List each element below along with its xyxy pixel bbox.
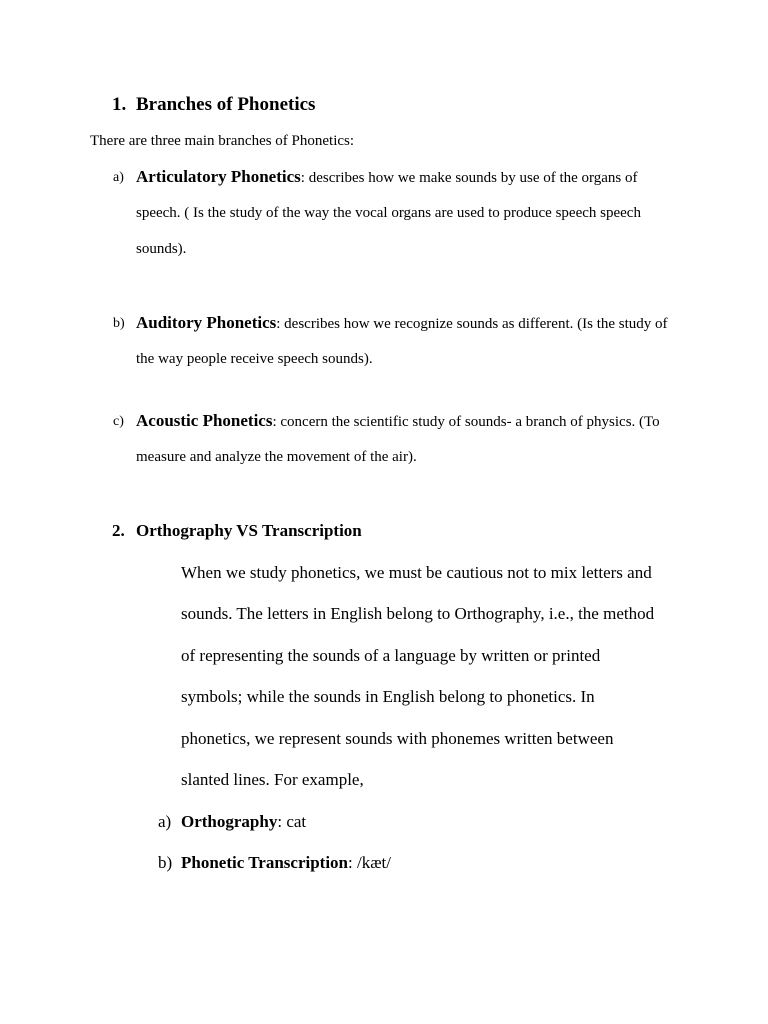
articulatory-desc-1: : describes how we make sounds by use of the organs of <box>300 170 638 186</box>
example-marker-b: b) <box>158 853 173 872</box>
orthography-value: : cat <box>277 812 307 831</box>
paragraph-line-6: slanted lines. For example, <box>181 770 364 789</box>
auditory-desc-2: the way people receive speech sounds). <box>136 351 373 367</box>
section-1-intro: There are three main branches of Phonetics: <box>90 133 355 149</box>
term-orthography: Orthography <box>181 812 278 831</box>
paragraph-line-3: of representing the sounds of a language by written or printed <box>181 646 601 665</box>
section-1-title: Branches of Phonetics <box>136 94 316 115</box>
paragraph-line-4: symbols; while the sounds in English belong to phonetics. In <box>181 687 595 706</box>
example-marker-a: a) <box>158 812 172 831</box>
list-item-acoustic-line-1 <box>136 411 660 431</box>
articulatory-desc-2: speech. ( Is the study of the way the vocal organs are used to produce speech speech <box>136 205 641 221</box>
auditory-desc-1: : describes how we recognize sounds as different. (Is the study of <box>276 316 668 332</box>
section-2-title: Orthography VS Transcription <box>136 521 362 540</box>
term-phonetic-transcription: Phonetic Transcription <box>181 853 349 872</box>
list-marker-b: b) <box>113 316 125 331</box>
term-acoustic-phonetics: Acoustic Phonetics <box>136 411 273 430</box>
list-marker-c: c) <box>113 414 124 429</box>
section-1-number: 1. <box>112 94 127 115</box>
section-1-heading <box>112 94 126 116</box>
paragraph-line-1: When we study phonetics, we must be cautious not to mix letters and <box>181 563 652 582</box>
phonetic-transcription-value: : /kæt/ <box>348 853 391 872</box>
term-articulatory-phonetics: Articulatory Phonetics <box>136 167 301 186</box>
paragraph-line-5: phonetics, we represent sounds with phonemes written between <box>181 729 614 748</box>
list-item-auditory-line-1 <box>136 313 668 333</box>
articulatory-desc-3: sounds). <box>136 241 187 257</box>
acoustic-desc-1: : concern the scientific study of sounds- a branch of physics. (To <box>272 414 660 430</box>
paragraph-line-2: sounds. The letters in English belong to Orthography, i.e., the method <box>181 604 655 623</box>
list-marker-a: a) <box>113 170 124 185</box>
term-auditory-phonetics: Auditory Phonetics <box>136 313 277 332</box>
list-item-articulatory-line-1 <box>136 167 638 187</box>
example-orthography <box>181 812 306 832</box>
example-phonetic-transcription <box>181 853 391 873</box>
section-2-number: 2. <box>112 521 125 540</box>
acoustic-desc-2: measure and analyze the movement of the air). <box>136 449 417 465</box>
